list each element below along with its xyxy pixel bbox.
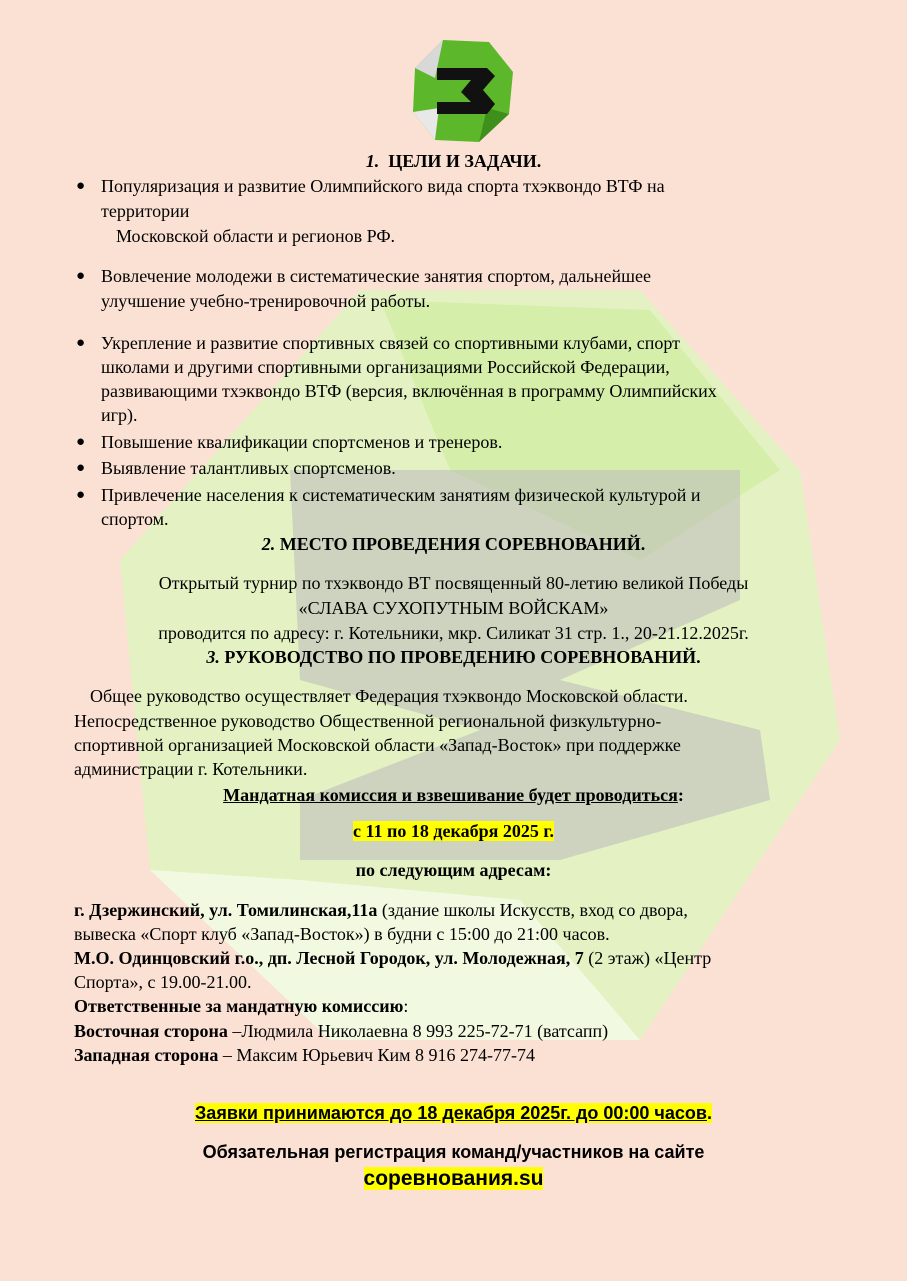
- bullet-icon: ●: [76, 487, 86, 503]
- responsible-title: Ответственные за мандатную комиссию:: [74, 996, 409, 1016]
- section3-title: 3. РУКОВОДСТВО ПО ПРОВЕДЕНИЮ СОРЕВНОВАНИЙ.: [206, 647, 701, 667]
- deadline-notice: Заявки принимаются до 18 декабря 2025г. до 00:00 часов.: [195, 1103, 712, 1123]
- mandate-title: Мандатная комиссия и взвешивание будет проводиться:: [223, 785, 684, 805]
- bullet-icon: ●: [76, 178, 86, 194]
- address-odintsovo: М.О. Одинцовский г.о., дп. Лесной Городок, ул. Молодежная, 7 (2 этаж) «Центр: [74, 948, 712, 968]
- contact-east: Восточная сторона –Людмила Николаевна 8 993 225-72-71 (ватсапп): [74, 1021, 609, 1041]
- document-page: 1. ЦЕЛИ И ЗАДАЧИ. ● Популяризация и развитие Олимпийского вида спорта тхэквондо ВТФ на территории Московской области и регионов РФ. ● Вовлечение молодежи в систематические занятия спортом, дальнейшее улучшение учебно-тренировочной работы. ● Укрепление и развитие спортивных связей со спортивными клубами, спорт школами и другими спортивными организациями Российской Федерации, развивающими тхэквондо ВТФ (версия, включённая в программу Олимпийских игр). ● Повышение квалификации спортсменов и тренеров. ● Выявление талантливых спортсменов. ● Привлечение населения к систематическим занятиям физической культурой и спортом. 2. МЕСТО ПРОВЕДЕНИЯ СОРЕВНОВАНИЙ. Открытый турнир по тхэквондо ВТ посвященный 80-летию великой Победы «СЛАВА СУХОПУТНЫМ ВОЙСКАМ» проводится по адресу: г. Котельники, мкр. Силикат 31 стр. 1., 20-21.12.2025г. 3. РУКОВОДСТВО ПО ПРОВЕДЕНИЮ СОРЕВНОВАНИЙ. Общее руководство осуществляет Федерация тхэквондо Московской области. Непосредственное руководство Общественной региональной физкультурно- спортивной организацией Московской области «Запад-Восток» при поддержке администрации г. Котельники. Мандатная комиссия и взвешивание будет проводиться: с 11 по 18 декабря 2025 г. по следующим адресам: г. Дзержинский, ул. Томилинская,11а (здание школы Искусств, вход со двора, вывеска «Спорт клуб «Запад-Восток») в будни с 15:00 до 21:00 часов. М.О. Одинцовский г.о., дп. Лесной Городок, ул. Молодежная, 7 (2 этаж) «Центр Спорта», с 19.00-21.00. Ответственные за мандатную комиссию: Восточная сторона –Людмила Николаевна 8 993 225-72-71 (ватсапп) Западная сторона – Максим Юрьевич Ким 8 916 274-77-74 Заявки принимаются до 18 декабря 2025г. до 00:00 часов. Обязательная регистрация команд/участников на сайте соревнования.su: [0, 0, 907, 1281]
- venue-address: проводится по адресу: г. Котельники, мкр. Силикат 31 стр. 1., 20-21.12.2025г.: [158, 623, 749, 643]
- address-dzerzhinsky-l2: вывеска «Спорт клуб «Запад-Восток») в будни с 15:00 до 21:00 часов.: [74, 924, 610, 944]
- address-dzerzhinsky: г. Дзержинский, ул. Томилинская,11а (здание школы Искусств, вход со двора,: [74, 900, 688, 920]
- section2-title: 2. МЕСТО ПРОВЕДЕНИЯ СОРЕВНОВАНИЙ.: [261, 534, 646, 554]
- addresses-title: по следующим адресам:: [355, 860, 552, 880]
- tournament-name: Открытый турнир по тхэквондо ВТ посвященный 80-летию великой Победы: [158, 573, 749, 593]
- tournament-slogan: «СЛАВА СУХОПУТНЫМ ВОЙСКАМ»: [298, 598, 609, 618]
- mandate-dates: с 11 по 18 декабря 2025 г.: [353, 821, 554, 841]
- general-management: Общее руководство осуществляет Федерация тхэквондо Московской области.: [90, 686, 688, 706]
- registration-site-link[interactable]: соревнования.su: [363, 1167, 544, 1190]
- bullet-icon: ●: [76, 434, 86, 450]
- bullet-icon: ●: [76, 335, 86, 351]
- section1-title: 1. ЦЕЛИ И ЗАДАЧИ.: [365, 151, 542, 171]
- bullet-icon: ●: [76, 268, 86, 284]
- direct-management-l2: спортивной организацией Московской области «Запад-Восток» при поддержке: [74, 735, 681, 755]
- contact-west: Западная сторона – Максим Юрьевич Ким 8 916 274-77-74: [74, 1045, 536, 1065]
- address-odintsovo-l2: Спорта», с 19.00-21.00.: [74, 972, 252, 992]
- registration-notice: Обязательная регистрация команд/участников на сайте: [202, 1142, 705, 1162]
- direct-management-l1: Непосредственное руководство Общественной региональной физкультурно-: [74, 711, 662, 731]
- logo-icon: [409, 38, 517, 146]
- bullet-icon: ●: [76, 460, 86, 476]
- direct-management-l3: администрации г. Котельники.: [74, 759, 308, 779]
